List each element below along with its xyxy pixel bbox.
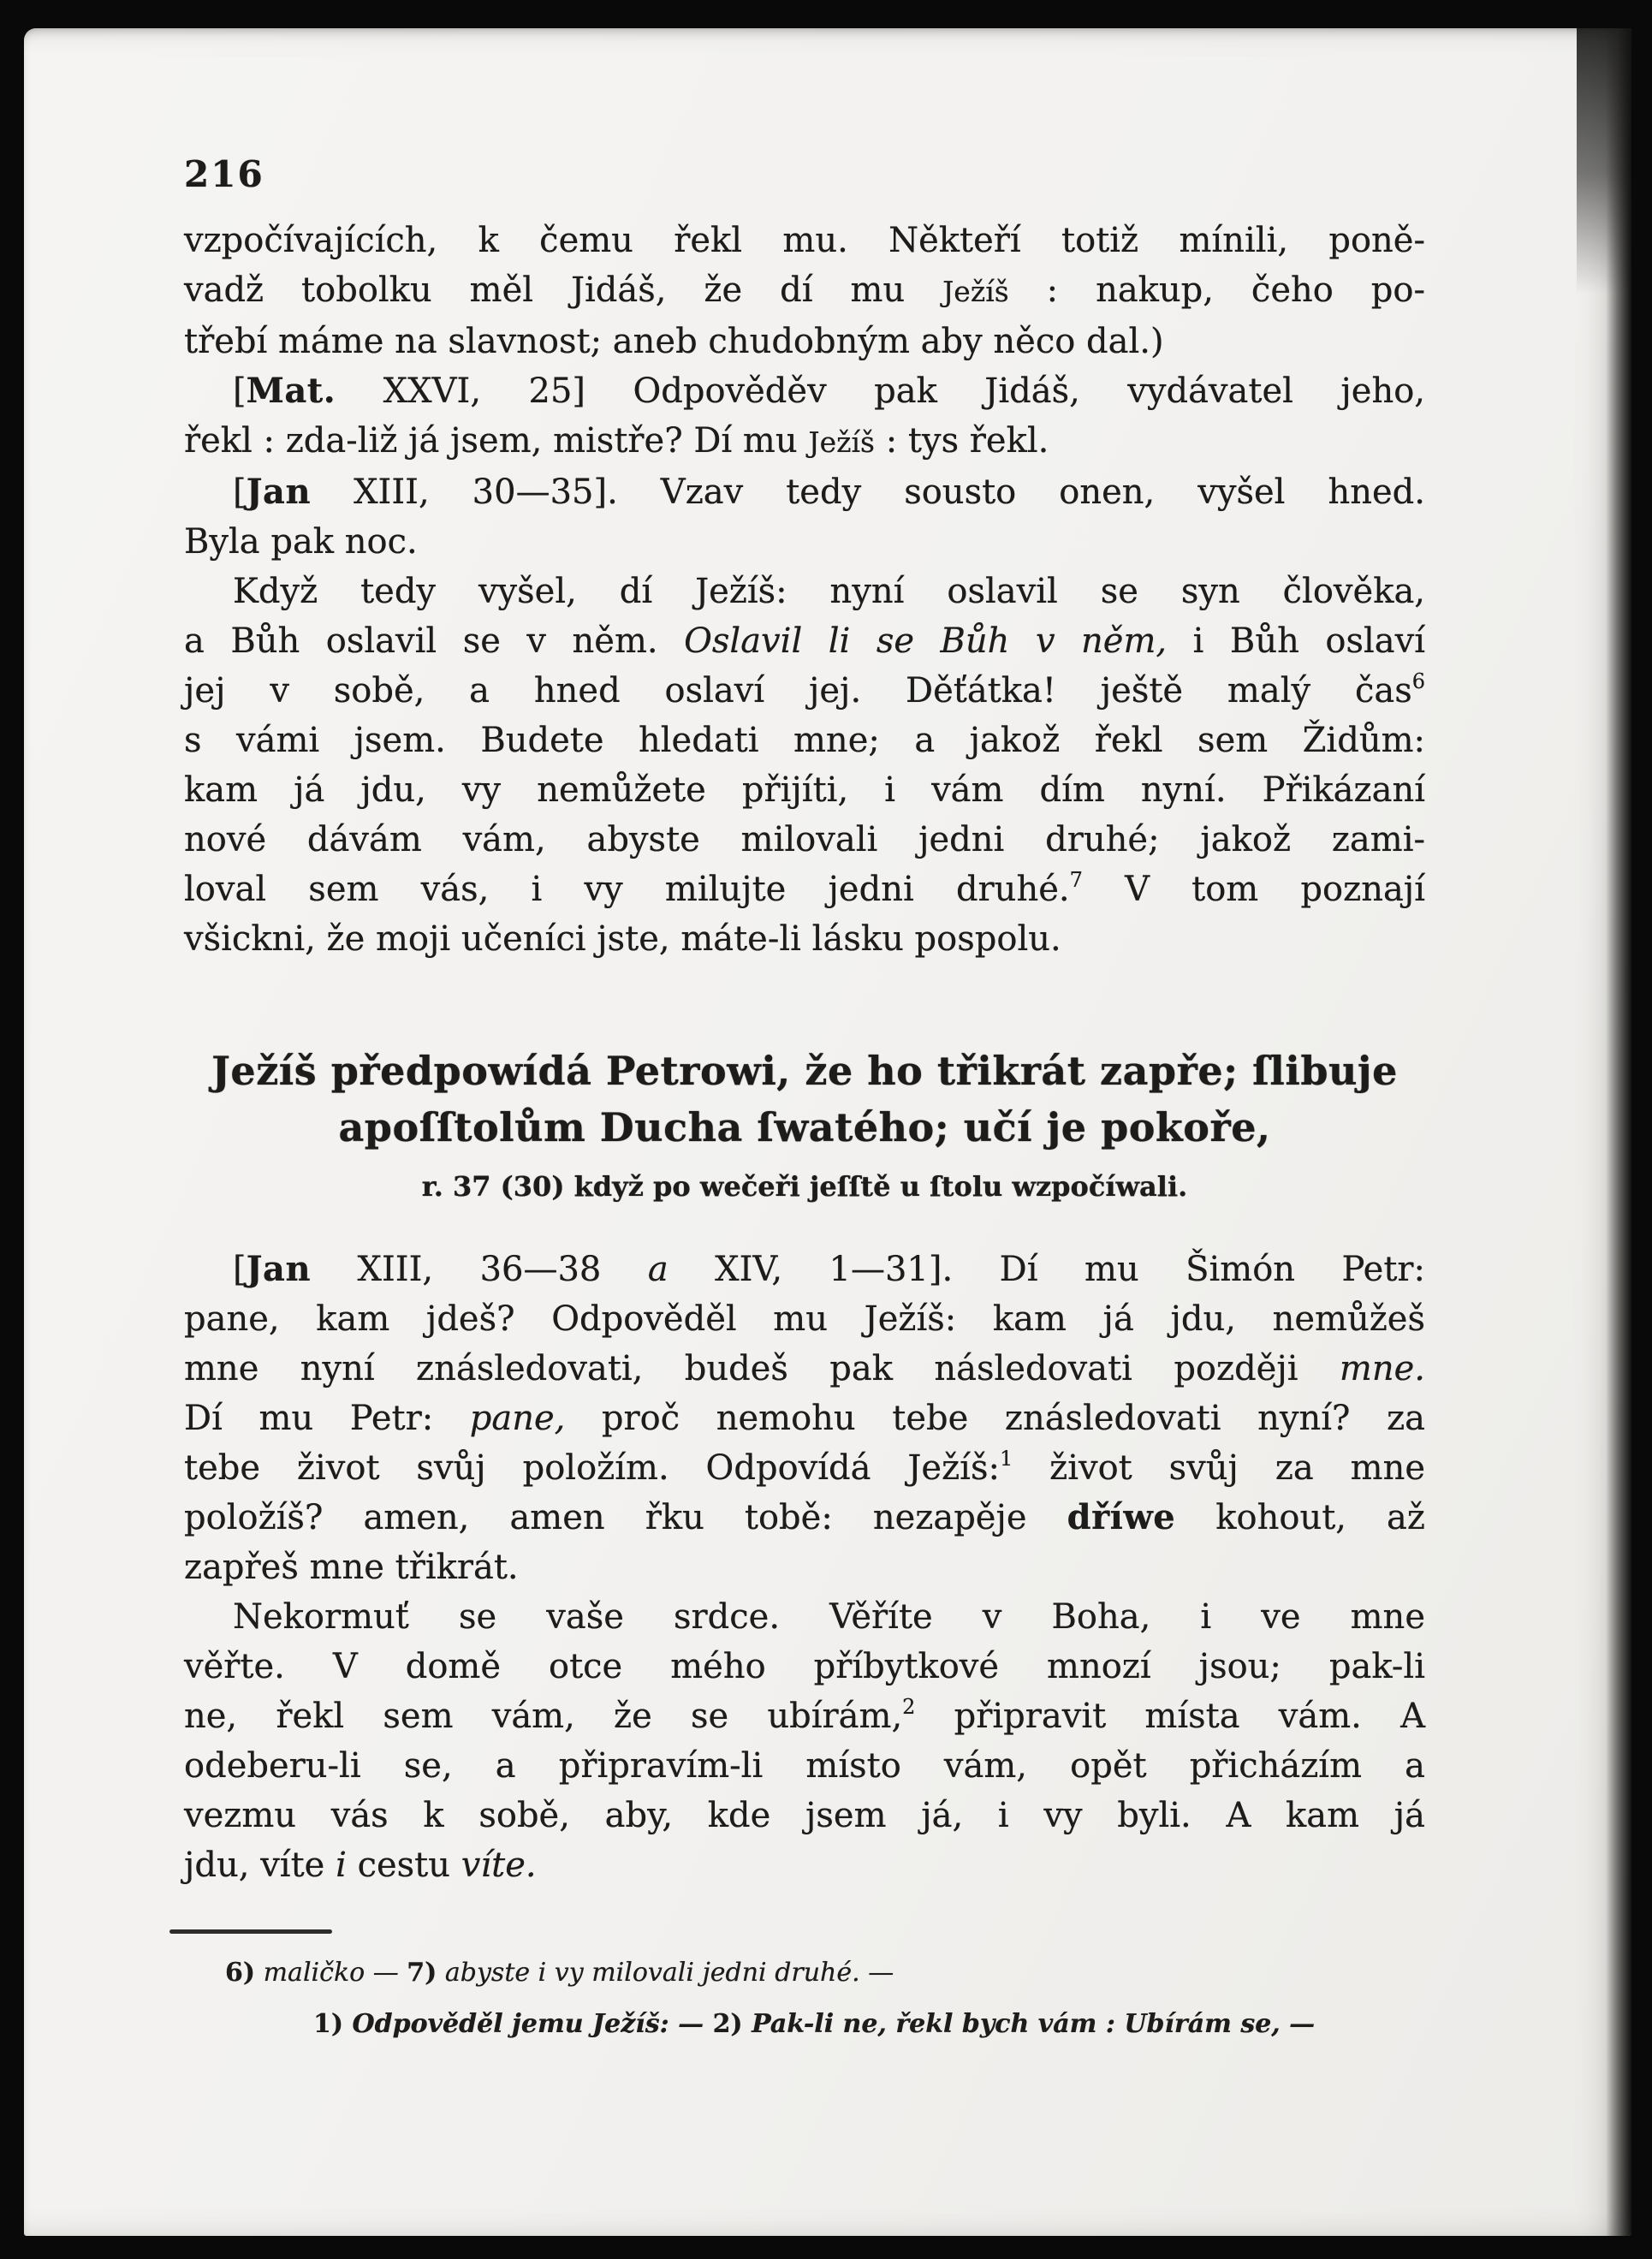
footnote-reference: 2 bbox=[902, 1695, 916, 1719]
text-segment: abyste i vy milovali jedni druhé. — bbox=[437, 1958, 894, 1988]
text-segment: Pak-li ne, řekl bych vám : Ubírám se, — bbox=[742, 2009, 1316, 2039]
text-segment: vzpočívajících, k čemu řekl mu. Někteří totiž mínili, poně- bbox=[184, 221, 1425, 260]
text-line bbox=[184, 1344, 1425, 1394]
text-segment: pane, kam jdeš? Odpověděl mu Ježíš: kam já jdu, nemůžeš bbox=[184, 1299, 1425, 1339]
footnote-divider bbox=[169, 1929, 332, 1934]
text-segment: XXVI, 25] Odpověděv pak Jidáš, vydávatel jeho, bbox=[336, 372, 1425, 411]
text-line bbox=[184, 1394, 1425, 1443]
text-segment: dříwe bbox=[1067, 1497, 1176, 1537]
text-line bbox=[184, 265, 1425, 317]
text-segment: XIV, 1—31]. Dí mu Šimón Petr: bbox=[668, 1250, 1425, 1289]
text-segment: [ bbox=[233, 372, 247, 411]
text-line bbox=[184, 1840, 1425, 1890]
page-number: 216 bbox=[184, 153, 264, 195]
text-segment: řekl : zda-liž já jsem, mistře? Dí mu bbox=[184, 421, 809, 461]
text-segment: víte. bbox=[461, 1846, 537, 1885]
text-segment: Odpověděl jemu Ježíš: — bbox=[343, 2009, 713, 2039]
text-segment: i bbox=[336, 1846, 347, 1885]
text-segment: kohout, až bbox=[1175, 1498, 1425, 1537]
text-line bbox=[184, 616, 1425, 666]
text-segment: ne, řekl sem vám, že se ubírám, bbox=[184, 1697, 903, 1736]
text-segment: tebe život svůj položím. Odpovídá Ježíš: bbox=[184, 1448, 1000, 1488]
text-segment: kam já jdu, vy nemůžete přijíti, i vám dím nyní. Přikázaní bbox=[184, 770, 1425, 810]
heading-line-1: Ježíš předpowídá Petrowi, že ho třikrát zapře; ſlibuje bbox=[211, 1048, 1398, 1094]
text-line bbox=[184, 1691, 1425, 1741]
text-segment: 7) bbox=[407, 1958, 437, 1988]
text-segment: zapřeš mne třikrát. bbox=[184, 1548, 519, 1587]
text-line bbox=[184, 1592, 1425, 1642]
text-segment: Byla pak noc. bbox=[184, 522, 418, 562]
text-line bbox=[184, 317, 1425, 366]
text-segment: 6) bbox=[225, 1958, 256, 1988]
text-line bbox=[184, 517, 1425, 567]
heading-subtitle: r. 37 (30) když po wečeři jeſſtě u ſtolu wzpočíwali. bbox=[421, 1170, 1188, 1203]
text-segment: XIII, 36—38 bbox=[311, 1250, 648, 1289]
footnotes bbox=[184, 1947, 1425, 2050]
text-line bbox=[184, 815, 1425, 865]
text-segment: V tom poznají bbox=[1082, 870, 1426, 909]
text-segment: 1) bbox=[313, 2009, 344, 2039]
text-segment: Jan bbox=[246, 1249, 312, 1289]
text-segment: s vámi jsem. Budete hledati mne; a jakož řekl sem Židům: bbox=[184, 721, 1425, 760]
text-line bbox=[184, 1443, 1425, 1493]
text-segment: Oslavil li se Bůh v něm, bbox=[684, 621, 1168, 661]
section-heading bbox=[184, 1043, 1425, 1205]
text-line bbox=[184, 1642, 1425, 1691]
text-segment: : tys řekl. bbox=[874, 421, 1049, 461]
text-segment: Dí mu Petr: bbox=[184, 1399, 470, 1438]
text-body bbox=[184, 216, 1425, 2050]
text-segment: vezmu vás k sobě, aby, kde jsem já, i vy byli. A kam já bbox=[184, 1796, 1425, 1835]
text-segment: život svůj za mne bbox=[1013, 1448, 1425, 1488]
text-segment: Ježíš bbox=[942, 275, 1009, 308]
text-line bbox=[184, 1493, 1425, 1543]
text-segment: Jan bbox=[246, 472, 312, 512]
book-page bbox=[24, 28, 1631, 2236]
text-line bbox=[184, 467, 1425, 517]
text-segment: 2) bbox=[712, 2009, 743, 2039]
text-line bbox=[184, 1791, 1425, 1840]
text-line bbox=[184, 366, 1425, 416]
text-segment: a bbox=[647, 1250, 669, 1289]
footnote-reference: 1 bbox=[999, 1447, 1013, 1471]
text-line bbox=[184, 1245, 1425, 1294]
text-line bbox=[184, 914, 1425, 964]
text-segment: i Bůh oslaví bbox=[1167, 621, 1425, 661]
text-segment: Nekormuť se vaše srdce. Věříte v Boha, i ve mne bbox=[233, 1597, 1425, 1637]
text-segment: odeberu-li se, a připravím-li místo vám, opět přicházím a bbox=[184, 1746, 1425, 1786]
footnote-line bbox=[184, 1999, 1425, 2050]
text-segment: mne nyní znásledovati, budeš pak následovati později bbox=[184, 1349, 1340, 1388]
text-line bbox=[184, 1543, 1425, 1592]
text-segment: proč nemohu tebe znásledovati nyní? za bbox=[565, 1399, 1425, 1438]
text-line bbox=[184, 416, 1425, 467]
text-line bbox=[184, 1294, 1425, 1344]
text-line bbox=[184, 765, 1425, 815]
text-line bbox=[184, 865, 1425, 914]
text-segment: všickni, že moji učeníci jste, máte-li lásku pospolu. bbox=[184, 919, 1061, 959]
text-segment: Když tedy vyšel, dí Ježíš: nyní oslavil se syn člověka, bbox=[233, 572, 1425, 611]
text-segment: třebí máme na slavnost; aneb chudobným aby něco dal.) bbox=[184, 322, 1164, 361]
text-segment: Mat. bbox=[246, 371, 336, 411]
text-segment: XIII, 30—35]. Vzav tedy sousto onen, vyšel hned. bbox=[311, 473, 1425, 512]
text-segment: maličko — bbox=[255, 1958, 407, 1988]
text-line bbox=[184, 567, 1425, 616]
text-segment: jej v sobě, a hned oslaví jej. Děťátka! ještě malý čas bbox=[184, 671, 1412, 710]
text-segment: a Bůh oslavil se v něm. bbox=[184, 621, 685, 661]
text-segment: položíš? amen, amen řku tobě: nezapěje bbox=[184, 1498, 1067, 1537]
text-segment: nové dávám vám, abyste milovali jedni druhé; jakož zami- bbox=[184, 820, 1425, 859]
text-segment: [ bbox=[233, 1250, 247, 1289]
text-segment: : nakup, čeho po- bbox=[1008, 270, 1425, 310]
text-segment: pane, bbox=[469, 1399, 566, 1438]
heading-line-2: apoſſtolům Ducha ſwatého; učí je pokoře, bbox=[338, 1104, 1271, 1150]
footnote-reference: 6 bbox=[1411, 669, 1425, 693]
book-gutter-shadow bbox=[1606, 28, 1631, 2236]
text-segment: připravit místa vám. A bbox=[915, 1697, 1425, 1736]
text-segment: mne. bbox=[1339, 1349, 1425, 1388]
text-segment: vadž tobolku měl Jidáš, že dí mu bbox=[184, 270, 943, 310]
paragraph-block-lower bbox=[184, 1245, 1425, 1890]
footnote-reference: 7 bbox=[1069, 868, 1083, 892]
text-line bbox=[184, 1741, 1425, 1791]
text-segment: [ bbox=[233, 473, 247, 512]
text-segment: cestu bbox=[346, 1846, 461, 1885]
text-segment: loval sem vás, i vy milujte jedni druhé. bbox=[184, 870, 1070, 909]
paragraph-block-upper bbox=[184, 216, 1425, 964]
text-segment: jdu, víte bbox=[184, 1846, 336, 1885]
text-segment: věřte. V domě otce mého příbytkové mnozí jsou; pak-li bbox=[184, 1647, 1425, 1686]
text-line bbox=[184, 666, 1425, 716]
text-line bbox=[184, 216, 1425, 265]
footnote-line bbox=[184, 1947, 1425, 1999]
text-segment: Ježíš bbox=[808, 425, 875, 459]
text-line bbox=[184, 716, 1425, 765]
